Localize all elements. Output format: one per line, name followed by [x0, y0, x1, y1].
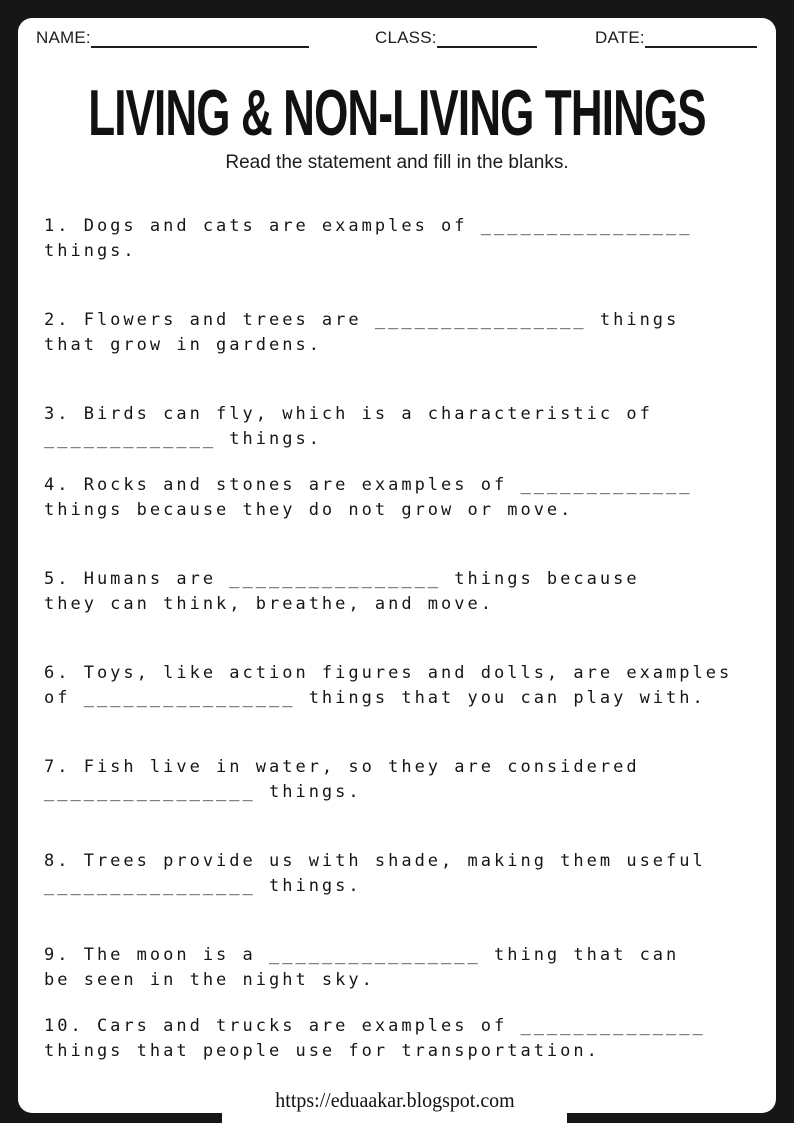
question-9 [44, 943, 760, 993]
question-7-line-2: ________________ things. [44, 782, 362, 802]
question-4 [44, 473, 760, 523]
question-4-line-1: 4. Rocks and stones are examples of _____________ [44, 475, 693, 495]
question-5-line-1: 5. Humans are ________________ things because [44, 569, 640, 589]
question-5-line-2: they can think, breathe, and move. [44, 594, 494, 614]
question-8-line-1: 8. Trees provide us with shade, making them useful [44, 851, 706, 871]
date-write-line [645, 28, 757, 48]
question-3-line-2: _____________ things. [44, 429, 322, 449]
question-2-line-1: 2. Flowers and trees are ________________ things [44, 310, 680, 330]
question-10 [44, 1014, 760, 1064]
name-label: NAME: [36, 28, 91, 47]
class-label: CLASS: [375, 28, 437, 47]
footer-tab [222, 1088, 567, 1123]
worksheet-page [18, 18, 776, 1113]
question-7-line-1: 7. Fish live in water, so they are considered [44, 757, 640, 777]
question-6-line-2: of ________________ things that you can play with. [44, 688, 706, 708]
footer-url: https://eduaakar.blogspot.com [274, 1088, 515, 1112]
question-8-line-2: ________________ things. [44, 876, 362, 896]
class-write-line [437, 28, 537, 48]
question-3 [44, 402, 760, 452]
question-1-line-1: 1. Dogs and cats are examples of ________________ [44, 216, 693, 236]
question-8 [44, 849, 760, 899]
questions-list [44, 214, 760, 1108]
question-7 [44, 755, 760, 805]
question-2-line-2: that grow in gardens. [44, 335, 322, 355]
question-1 [44, 214, 760, 264]
question-9-line-2: be seen in the night sky. [44, 970, 375, 990]
date-label: DATE: [595, 28, 645, 47]
question-2 [44, 308, 760, 358]
question-6-line-1: 6. Toys, like action figures and dolls, are examples [44, 663, 733, 683]
page-title: LIVING & NON-LIVING THINGS [88, 76, 706, 150]
question-6 [44, 661, 760, 711]
name-field [36, 28, 309, 48]
header-row [36, 28, 756, 54]
question-5 [44, 567, 760, 617]
question-10-line-2: things that people use for transportation. [44, 1041, 600, 1061]
date-field [595, 28, 757, 48]
class-field [375, 28, 537, 48]
name-write-line [91, 28, 309, 48]
question-3-line-1: 3. Birds can fly, which is a characteristic of [44, 404, 653, 424]
question-4-line-2: things because they do not grow or move. [44, 500, 574, 520]
question-9-line-1: 9. The moon is a ________________ thing that can [44, 945, 680, 965]
question-1-line-2: things. [44, 241, 137, 261]
question-10-line-1: 10. Cars and trucks are examples of ______________ [44, 1016, 706, 1036]
instructions-text: Read the statement and fill in the blanks. [225, 152, 569, 173]
